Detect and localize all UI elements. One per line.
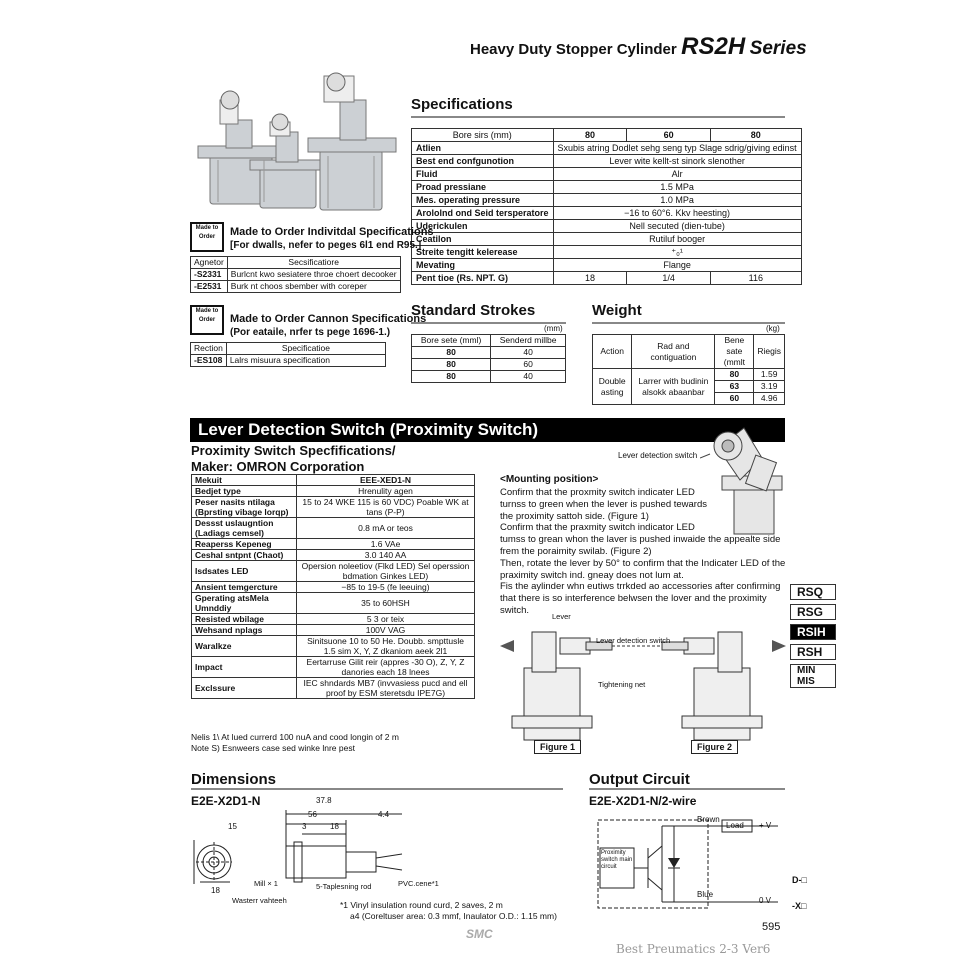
bore-value: 60 [627, 129, 711, 142]
mounting-line: Fis the aylinder whn eutiws trrkded ao accessories after confirming [500, 581, 781, 593]
page-number: 595 [762, 921, 781, 933]
mounting-line: that there is so interference belwsen the lover and the proximity [500, 593, 767, 605]
moc-subtitle: (Por eataile, nrfer ts pege 1696-1.) [230, 327, 391, 338]
px-label: Ansient temgercture [192, 582, 297, 593]
px-value: Hrenulity agen [297, 486, 475, 497]
plus-v-label: + V [759, 821, 772, 830]
stroke-bore: 80 [412, 371, 491, 383]
px-value: Eertarruse Gilit reir (appres -30 O), Z, Y, Z danories each 18 lnees [297, 657, 475, 678]
px-label: Bedjet type [192, 486, 297, 497]
strokes-col: Senderd millbe [491, 335, 566, 347]
fig-lever-detection-label: Lever detection switch [596, 636, 671, 645]
dimensions-title: Dimensions [191, 771, 277, 788]
moi-title: Made to Order Indivitdal Specifications [230, 226, 434, 238]
badge-top-text: Made to [195, 308, 219, 314]
mounting-line: the proximity sattoh side. (Figure 1) [500, 510, 649, 522]
px-value: 15 to 24 WKE 115 is 60 VDC) Poable WK at tans (P-P) [297, 497, 475, 518]
brown-wire-label: Brown [697, 815, 720, 824]
side-tab-rsih[interactable]: RSIH [790, 624, 836, 640]
spec-label: Proad pressiane [412, 181, 554, 194]
dim-value: 4.4 [378, 810, 390, 819]
moc-col: Specificatioe [226, 343, 385, 355]
px-value: 5 3 or teix [297, 614, 475, 625]
lever-banner: Lever Detection Switch (Proximity Switch) [190, 418, 785, 442]
tightening-rod-label: 5-Taplesning rod [316, 882, 372, 891]
moi-code: -S2331 [191, 269, 228, 281]
weight-action: Double asting [593, 369, 632, 405]
cylinder-product-image [190, 70, 400, 218]
mounting-line: frem the poraimity swilab. (Figure 2) [500, 545, 652, 557]
px-value: −85 to 19-5 (fe leeuing) [297, 582, 475, 593]
dim-value: 56 [308, 810, 317, 819]
weight-bore: 63 [715, 381, 754, 393]
bore-value: 80 [553, 129, 627, 142]
spec-label: Mes. operating pressure [412, 194, 554, 207]
mounting-line: Confirm that the proxmity switch indicater LED [500, 487, 695, 498]
spec-value: Nell secuted (dien-tube) [553, 220, 801, 233]
weight-rod: Larrer with budinin alsokk abaanbar [632, 369, 715, 405]
px-value: 1.6 VAe [297, 539, 475, 550]
output-title: Output Circuit [589, 771, 690, 788]
px-value: 100V VAG [297, 625, 475, 636]
spec-value: 1.5 MPa [553, 181, 801, 194]
stroke-value: 40 [491, 371, 566, 383]
strokes-unit: (mm) [544, 324, 563, 333]
dim-value: 37.8 [316, 796, 332, 805]
spec-label: Arololnd ond Seid tersperatore [412, 207, 554, 220]
weight-bore: 60 [715, 393, 754, 405]
dim-value: 18 [330, 822, 339, 831]
dimension-note-2: a4 (Coreltuser area: 0.3 mmf, Inaulator O.D.: 1.15 mm) [350, 911, 557, 921]
smc-logo: SMC [466, 927, 493, 941]
mounting-line: tumss to grean whon the laver is pushed inwaide the appealte side [500, 534, 781, 546]
px-label: Peser nasits ntilaga (Bprsting vibage lorqp) [192, 497, 297, 518]
spec-value: ⁺₀¹ [553, 246, 801, 259]
bore-label: Bore sirs (mm) [412, 129, 554, 142]
side-tab-mis[interactable]: MIN MIS [790, 664, 836, 688]
side-tab-rsg[interactable]: RSG [790, 604, 836, 620]
marker-box-icon: □ [801, 901, 807, 911]
px-value: 35 to 60HSH [297, 593, 475, 614]
weight-col: Riegis [754, 335, 785, 369]
px-label: Gperating atsMela Umnddiy [192, 593, 297, 614]
mounting-line: switch. [500, 604, 530, 616]
specifications-table [411, 128, 802, 285]
figure-2-label: Figure 2 [691, 740, 738, 754]
px-label: Ceshal sntpnt (Chaot) [192, 550, 297, 561]
specifications-title: Specifications [411, 96, 513, 113]
proximity-spec-title: Proximity Switch Specfifications/ [191, 443, 396, 458]
made-to-order-badge [190, 222, 224, 252]
strokes-title: Standard Strokes [411, 302, 536, 319]
header-series-code: RS2H [681, 33, 746, 60]
px-label: Mekuit [192, 475, 297, 486]
weight-unit: (kg) [766, 324, 780, 333]
page-header [470, 33, 807, 61]
port-value: 18 [553, 272, 627, 285]
px-label: Impact [192, 657, 297, 678]
port-value: 1/4 [627, 272, 711, 285]
series-side-tabs [790, 584, 826, 688]
px-label: Resisted wbilage [192, 614, 297, 625]
weight-bore: 80 [715, 369, 754, 381]
px-label: Isdsates LED [192, 561, 297, 582]
main-circuit-label: Proximity switch main circuit [601, 850, 633, 870]
badge-top-text: Made to [195, 225, 219, 231]
moc-desc: Lalrs misuura specification [226, 355, 385, 367]
weight-table [592, 334, 785, 405]
load-label: Load [726, 821, 744, 830]
px-value: Sinitsuone 10 to 50 He. Doubb. smpttusle 1.5 sim X, Y, Z dkaniom aeek 2l1 [297, 636, 475, 657]
px-label: Waralkze [192, 636, 297, 657]
stroke-value: 40 [491, 347, 566, 359]
zero-v-label: 0 V [759, 896, 772, 905]
spec-label: Streite tengitt kelerease [412, 246, 554, 259]
px-note-2: Note S) Esnweers case sed winke lnre pest [191, 743, 355, 753]
figure-1-label: Figure 1 [534, 740, 581, 754]
mounting-line: praximity switch ind. gneay does not lum at. [500, 569, 684, 581]
weight-col: Action [593, 335, 632, 369]
badge-bottom-text: Order [198, 317, 216, 323]
port-label: Pent tioe (Rs. NPT. G) [412, 272, 554, 285]
spec-value: Alr [553, 168, 801, 181]
marker-tab-x[interactable] [792, 901, 806, 911]
moi-table [190, 256, 401, 293]
pvc-label: PVC.cene*1 [398, 879, 439, 888]
moi-code: -E2531 [191, 281, 228, 293]
stroke-value: 60 [491, 359, 566, 371]
px-label: Wehsand nplags [192, 625, 297, 636]
spec-label: Fluid [412, 168, 554, 181]
marker-tab-text: -X [792, 901, 801, 911]
px-label: Dessst uslaugntion (Ladiags cemsel) [192, 518, 297, 539]
spec-label: Best end confgunotion [412, 155, 554, 168]
px-label: Reaperss Kepeneg [192, 539, 297, 550]
moi-desc: Burk nt choos sbember with coreper [227, 281, 400, 293]
spec-label: Atlien [412, 142, 554, 155]
stroke-bore: 80 [412, 359, 491, 371]
spec-label: Uderickulen [412, 220, 554, 233]
bore-value: 80 [710, 129, 801, 142]
spec-value: Flange [553, 259, 801, 272]
moi-desc: Burlcnt kwo sesiatere throe choert decooker [227, 269, 400, 281]
mounting-line: Then, rotate the lever by 50° to confirm that the Indicater LED of the [500, 557, 786, 569]
header-series-word: Series [749, 38, 807, 59]
strokes-table [411, 334, 566, 383]
weight-value: 1.59 [754, 369, 785, 381]
spec-value: Lever wite kellt-st sinork slenother [553, 155, 801, 168]
dim-value: 15 [228, 822, 237, 831]
spec-label: Ceatilon [412, 233, 554, 246]
dim-value: 3 [302, 822, 307, 831]
side-tab-rsh[interactable]: RSH [790, 644, 836, 660]
px-value: 3.0 140 AA [297, 550, 475, 561]
lever-switch-caption: Lever detection switch [618, 451, 698, 460]
fig-tightening-label: Tightening net [598, 680, 646, 689]
stroke-bore: 80 [412, 347, 491, 359]
spec-value: −16 to 60°6. Kkv heesting) [553, 207, 801, 220]
moc-col: Rection [191, 343, 227, 355]
blue-wire-label: Blue [697, 890, 714, 899]
proximity-maker-title: Maker: OMRON Corporation [191, 459, 365, 474]
px-value: Opersion noleetiov (Flkd LED) Sel operssion bdmation Ginkes LED) [297, 561, 475, 582]
spec-value: 1.0 MPa [553, 194, 801, 207]
weight-value: 4.96 [754, 393, 785, 405]
lever-switch-illustration [700, 418, 786, 536]
output-model: E2E-X2D1-N/2-wire [589, 794, 697, 808]
weight-title: Weight [592, 302, 642, 319]
moi-col: Agnetor [191, 257, 228, 269]
dimension-note-1: *1 Vinyl insulation round curd, 2 saves, 2 m [340, 900, 503, 910]
made-to-order-badge [190, 305, 224, 335]
fig-lever-label: Lever [552, 612, 571, 621]
weight-col: Rad and contiguation [632, 335, 715, 369]
weight-value: 3.19 [754, 381, 785, 393]
proximity-spec-table [191, 474, 475, 699]
moc-title: Made to Order Cannon Specifications [230, 313, 427, 325]
mounting-line: turnss to green when the lever is pushed tewards [500, 498, 708, 510]
moc-code: -ES108 [191, 355, 227, 367]
marker-tab-d[interactable] [792, 875, 807, 885]
px-value: 0.8 mA or teos [297, 518, 475, 539]
spec-value: Rutiluf booger [553, 233, 801, 246]
side-tab-rsq[interactable]: RSQ [790, 584, 836, 600]
moc-table [190, 342, 386, 367]
moi-subtitle: [For dwalls, nefer to peges 6l1 end R95.] [230, 240, 422, 251]
thread-label: Mill × 1 [254, 879, 278, 888]
port-value: 116 [710, 272, 801, 285]
badge-bottom-text: Order [198, 234, 216, 240]
washer-label: Wasterr vahteeh [232, 896, 287, 905]
strokes-col: Bore sete (mml) [412, 335, 491, 347]
px-label: Exclssure [192, 678, 297, 699]
px-value: IEC shndards MB7 (invvasiess pucd and ell proof by ESM steretsdu IPE7G) [297, 678, 475, 699]
mounting-line: Confirm that the praxmity switch indicator LED [500, 522, 695, 534]
px-value: EEE-XED1-N [297, 475, 475, 486]
mounting-title: <Mounting position> [500, 474, 599, 485]
dimensions-model: E2E-X2D1-N [191, 794, 261, 808]
watermark-text: Best Preumatics 2-3 Ver6 [616, 942, 771, 956]
spec-value: Sxubis atring Dodlet sehg seng typ Slage sdrig/giving edinst [553, 142, 801, 155]
marker-box-icon: □ [801, 875, 807, 885]
header-prefix: Heavy Duty Stopper Cylinder [470, 41, 677, 58]
px-note-1: Nelis 1\ At lued currerd 100 nuA and cood longin of 2 m [191, 732, 399, 742]
spec-label: Mevating [412, 259, 554, 272]
weight-col: Bene sate (mmlt [715, 335, 754, 369]
moi-col: Secsificatiore [227, 257, 400, 269]
marker-tab-text: D- [792, 875, 802, 885]
dim-value: 18 [211, 886, 220, 895]
